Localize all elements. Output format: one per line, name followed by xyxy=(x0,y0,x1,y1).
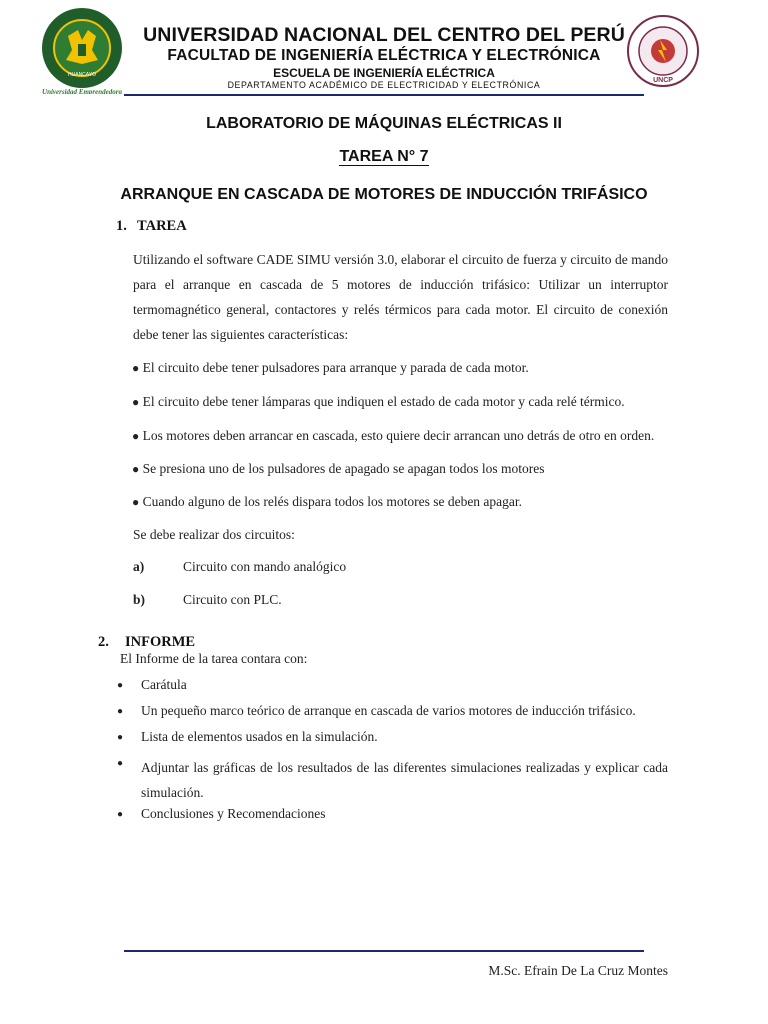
lab-title: LABORATORIO DE MÁQUINAS ELÉCTRICAS II xyxy=(206,115,562,132)
bullet-icon: ● xyxy=(117,758,124,769)
department-name: DEPARTAMENTO ACADÉMICO DE ELECTRICIDAD Y ELECTRÓNICA xyxy=(227,80,541,90)
section1-intro: Utilizando el software CADE SIMU versión 3.0, elaborar el circuito de fuerza y circuito de mando para el arranque en cascada de 5 motores de inducción trifásico: Utilizar un interruptor termomagnético general, contactores y relés térmicos para cada motor. El circuito de conexión debe tener las siguientes características: xyxy=(133,252,668,342)
section2-intro: El Informe de la tarea contara con: xyxy=(120,651,308,666)
university-name: UNIVERSIDAD NACIONAL DEL CENTRO DEL PERÚ xyxy=(143,24,625,46)
logo-motto: Universidad Emprendedora xyxy=(42,88,122,94)
school-name: ESCUELA DE INGENIERÍA ELÉCTRICA xyxy=(273,66,495,80)
feature-text: Los motores deben arrancar en cascada, esto quiere decir arrancan uno detrás de otro en orden. xyxy=(142,428,655,443)
circuits-intro: Se debe realizar dos circuitos: xyxy=(133,527,295,542)
task-title xyxy=(0,148,768,166)
bullet-icon: ● xyxy=(117,809,124,820)
circuit-label: a) xyxy=(133,559,145,574)
section2-heading: INFORME xyxy=(125,634,196,650)
report-item: Un pequeño marco teórico de arranque en cascada de varios motores de inducción trifásico. xyxy=(141,703,636,718)
feature-text: El circuito debe tener pulsadores para arranque y parada de cada motor. xyxy=(142,360,529,375)
feature-bullet xyxy=(132,360,529,376)
topic-title: ARRANQUE EN CASCADA DE MOTORES DE INDUCCIÓN TRIFÁSICO xyxy=(120,186,648,203)
circuit-text: Circuito con PLC. xyxy=(183,592,282,607)
bullet-icon: ● xyxy=(132,395,140,409)
logo-city: HUANCAYO xyxy=(68,72,96,78)
section1-heading: TAREA xyxy=(137,218,187,234)
feature-bullet xyxy=(132,494,522,510)
report-item: Carátula xyxy=(141,677,187,692)
report-item: Conclusiones y Recomendaciones xyxy=(141,806,326,821)
bullet-icon: ● xyxy=(132,462,140,476)
feature-text: Se presiona uno de los pulsadores de apagado se apagan todos los motores xyxy=(142,461,545,476)
feature-bullet xyxy=(132,428,654,444)
faculty-name: FACULTAD DE INGENIERÍA ELÉCTRICA Y ELECTRÓNICA xyxy=(167,47,601,64)
task-title-text: TAREA N° 7 xyxy=(339,148,429,165)
section1-number: 1. xyxy=(116,218,127,234)
report-item: Adjuntar las gráficas de los resultados de las diferentes simulaciones realizadas y explicar cada simulación. xyxy=(141,760,668,800)
bullet-icon: ● xyxy=(132,495,140,509)
footer-divider xyxy=(124,950,644,952)
feature-bullet xyxy=(132,461,545,477)
section2-number: 2. xyxy=(98,634,109,650)
bullet-icon: ● xyxy=(132,429,140,443)
bullet-icon: ● xyxy=(132,361,140,375)
logo-abbr: UNCP xyxy=(653,77,673,84)
feature-bullet xyxy=(132,394,625,410)
circuit-label: b) xyxy=(133,592,146,607)
circuit-text: Circuito con mando analógico xyxy=(183,559,347,574)
header-divider xyxy=(124,94,644,96)
feature-text: Cuando alguno de los relés dispara todos los motores se deben apagar. xyxy=(142,494,523,509)
author-name: M.Sc. Efrain De La Cruz Montes xyxy=(488,963,668,978)
feature-text: El circuito debe tener lámparas que indiquen el estado de cada motor y cada relé térmico. xyxy=(142,394,625,409)
bullet-icon: ● xyxy=(117,680,124,691)
report-item: Lista de elementos usados en la simulación. xyxy=(141,729,378,744)
bullet-icon: ● xyxy=(117,706,124,717)
bullet-icon: ● xyxy=(117,732,124,743)
